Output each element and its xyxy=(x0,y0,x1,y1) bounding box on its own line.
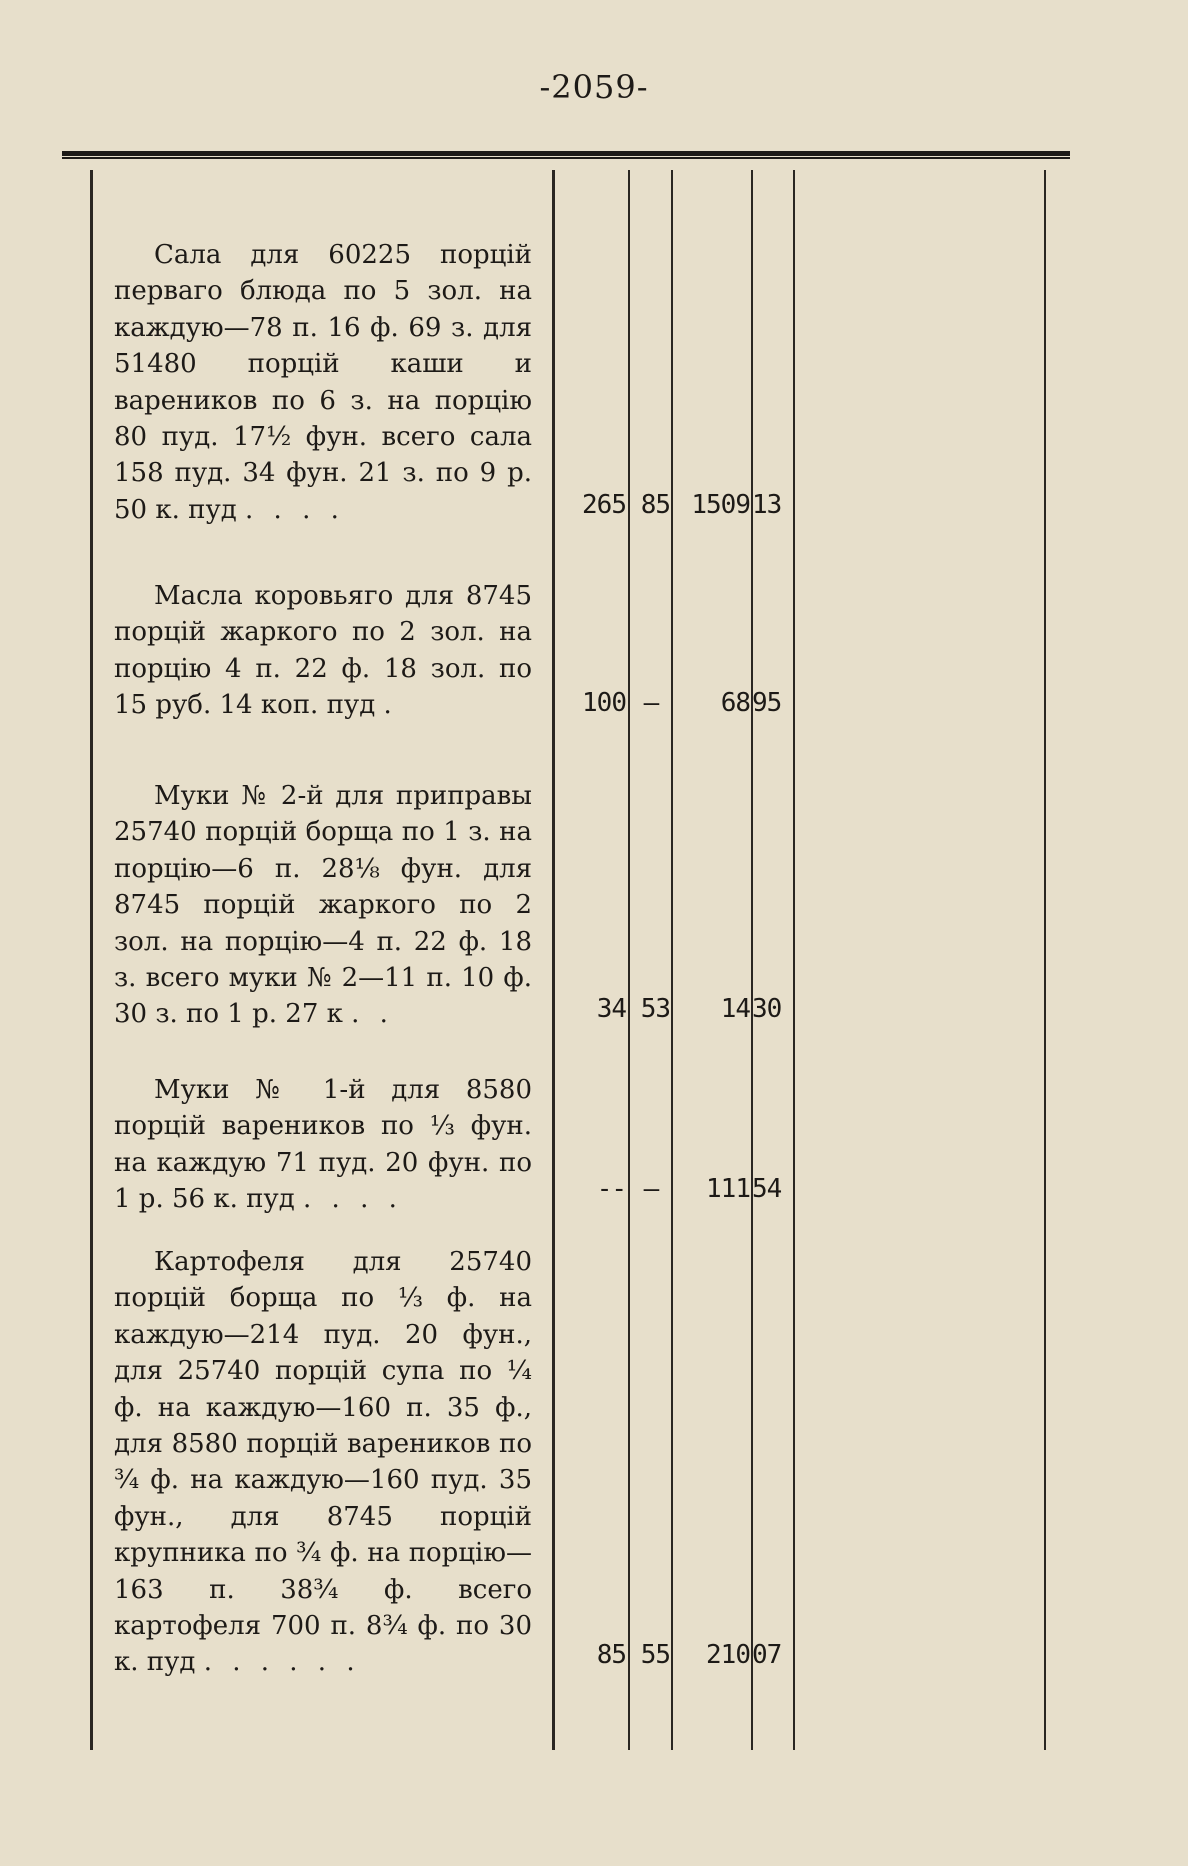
leader-dots: . . . . xyxy=(245,494,345,525)
amount-kopecks-2: 95 xyxy=(752,688,782,718)
amount-rubles: 265 xyxy=(582,490,626,520)
table-border-left xyxy=(90,170,93,1750)
entry-text: Сала для 60225 порцій перваго блюда по 5 зол. на каждую—78 п. 16 ф. 69 з. для 51480 порцій каши и вареников по 6 з. на порцію 80 пуд. 17½ фун. всего сала 158 пуд. 34 фун. 21 з. по 9 р. 50 к. пуд xyxy=(114,240,532,525)
entry-potatoes xyxy=(114,1244,532,1681)
column-rule-4 xyxy=(793,170,795,1750)
column-rule-1 xyxy=(628,170,630,1750)
leader-dots: . . xyxy=(351,999,394,1030)
amount-rubles-2: 210 xyxy=(706,1640,750,1670)
leader-dots: . xyxy=(383,690,398,721)
amount-rubles: 100 xyxy=(582,688,626,718)
amount-kopecks-2: 54 xyxy=(752,1174,782,1204)
leader-dots: . . . . . . xyxy=(203,1647,361,1678)
entry-flour-2 xyxy=(114,778,532,1033)
header-rule xyxy=(62,151,1070,159)
entry-text: Картофеля для 25740 порцій борща по ⅓ ф. на каждую—214 пуд. 20 фун., для 25740 порцій супа по ¼ ф. на каждую—160 п. 35 ф., для 8580 порцій вареников по ¾ ф. на каждую—160 пуд. 35 фун., для 8745 порцій крупника по ¾ ф. на порцію—163 п. 38¾ ф. всего картофеля 700 п. 8¾ ф. по 30 к. пуд xyxy=(114,1247,532,1678)
amount-rubles-2: 14 xyxy=(720,994,750,1024)
page-number: -2059- xyxy=(539,68,649,106)
column-rule-2 xyxy=(671,170,673,1750)
amount-kopecks-2: 13 xyxy=(752,490,782,520)
entry-text: Муки № 1-й для 8580 порцій вареников по ⅓ фун. на каждую 71 пуд. 20 фун. по 1 р. 56 к. пуд xyxy=(114,1075,532,1215)
column-rule-text xyxy=(552,170,555,1750)
column-rule-3 xyxy=(751,170,753,1750)
amount-kopecks-2: 30 xyxy=(752,994,782,1024)
amount-rubles: 85 xyxy=(596,1640,626,1670)
amount-kopecks: 55 xyxy=(640,1640,670,1670)
entry-flour-1 xyxy=(114,1072,532,1218)
amount-kopecks: 85 xyxy=(640,490,670,520)
leader-dots: . . . . xyxy=(303,1184,403,1215)
entry-text: Муки № 2-й для приправы 25740 порцій борща по 1 з. на порцію—6 п. 28⅛ фун. для 8745 порцій жаркого по 2 зол. на порцію—4 п. 22 ф. 18 з. всего муки № 2—11 п. 10 ф. 30 з. по 1 р. 27 к xyxy=(114,781,532,1030)
amount-kopecks-2: 07 xyxy=(752,1640,782,1670)
amount-rubles-2: 111 xyxy=(706,1174,750,1204)
amount-kopecks: — xyxy=(643,688,659,718)
entry-butter xyxy=(114,578,532,724)
table-border-right xyxy=(1044,170,1046,1750)
amount-rubles-2: 68 xyxy=(720,688,750,718)
amount-kopecks: 53 xyxy=(640,994,670,1024)
amount-kopecks: — xyxy=(643,1174,659,1204)
entry-salo xyxy=(114,237,532,528)
amount-rubles: -- xyxy=(596,1174,626,1204)
amount-rubles: 34 xyxy=(596,994,626,1024)
entry-text: Масла коровьяго для 8745 порцій жаркого по 2 зол. на порцію 4 п. 22 ф. 18 зол. по 15 руб. 14 коп. пуд xyxy=(114,581,532,721)
amount-rubles-2: 1509 xyxy=(691,490,750,520)
